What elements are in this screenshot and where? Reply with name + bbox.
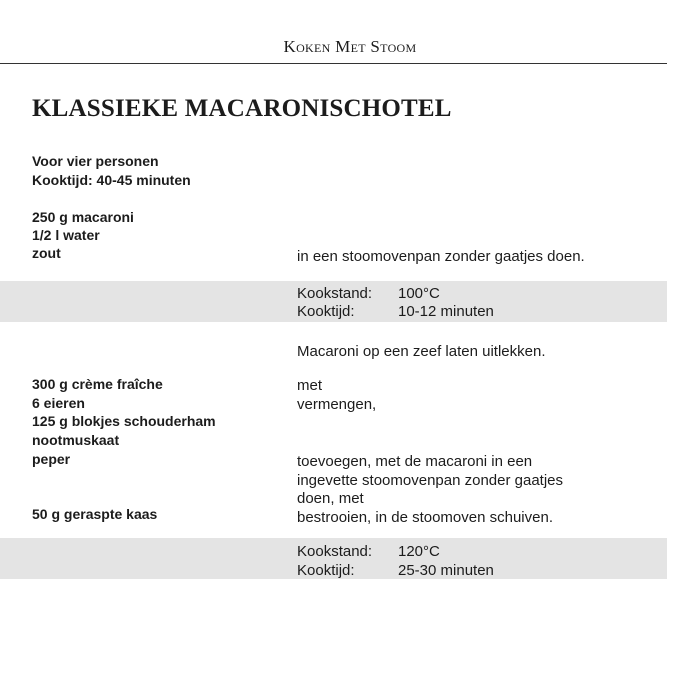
ingredient-item: 1/2 l water bbox=[32, 227, 100, 243]
instruction-step-3-line: toevoegen, met de macaroni in een bbox=[297, 453, 533, 470]
setting-1-stand-value: 100°C bbox=[398, 285, 440, 302]
instruction-step-3-line: ingevette stoomovenpan zonder gaatjes bbox=[297, 472, 564, 489]
instruction-step-2: Macaroni op een zeef laten uitlekken. bbox=[297, 343, 546, 360]
ingredient-item: peper bbox=[32, 451, 71, 467]
setting-2-stand-label: Kookstand: bbox=[297, 543, 373, 560]
instruction-step-3-line: vermengen, bbox=[297, 396, 377, 413]
ingredient-item: nootmuskaat bbox=[32, 432, 120, 448]
instruction-step-3-line: doen, met bbox=[297, 490, 364, 507]
cooking-time-text: Kooktijd: 40-45 minuten bbox=[32, 172, 191, 188]
setting-1-time-label: Kooktijd: bbox=[297, 303, 355, 320]
instruction-step-1: in een stoomovenpan zonder gaatjes doen. bbox=[297, 248, 585, 265]
setting-2-time-value: 25-30 minuten bbox=[398, 562, 494, 579]
setting-2-time-label: Kooktijd: bbox=[297, 562, 355, 579]
running-header: Koken Met Stoom bbox=[283, 37, 417, 56]
instruction-step-4: bestrooien, in de stoomoven schuiven. bbox=[297, 509, 553, 526]
setting-1-stand-label: Kookstand: bbox=[297, 285, 373, 302]
instruction-step-3-line: met bbox=[297, 377, 323, 394]
setting-2-stand-value: 120°C bbox=[398, 543, 440, 560]
servings-text: Voor vier personen bbox=[32, 153, 159, 169]
setting-1-time-value: 10-12 minuten bbox=[398, 303, 494, 320]
ingredient-item: 250 g macaroni bbox=[32, 209, 134, 225]
header-rule bbox=[0, 63, 667, 64]
ingredient-item: 125 g blokjes schouderham bbox=[32, 413, 216, 429]
ingredient-item: zout bbox=[32, 245, 61, 261]
ingredient-item: 50 g geraspte kaas bbox=[32, 506, 158, 522]
ingredient-item: 6 eieren bbox=[32, 395, 85, 411]
recipe-title: KLASSIEKE MACARONISCHOTEL bbox=[32, 95, 452, 122]
ingredient-item: 300 g crème fraîche bbox=[32, 376, 163, 392]
